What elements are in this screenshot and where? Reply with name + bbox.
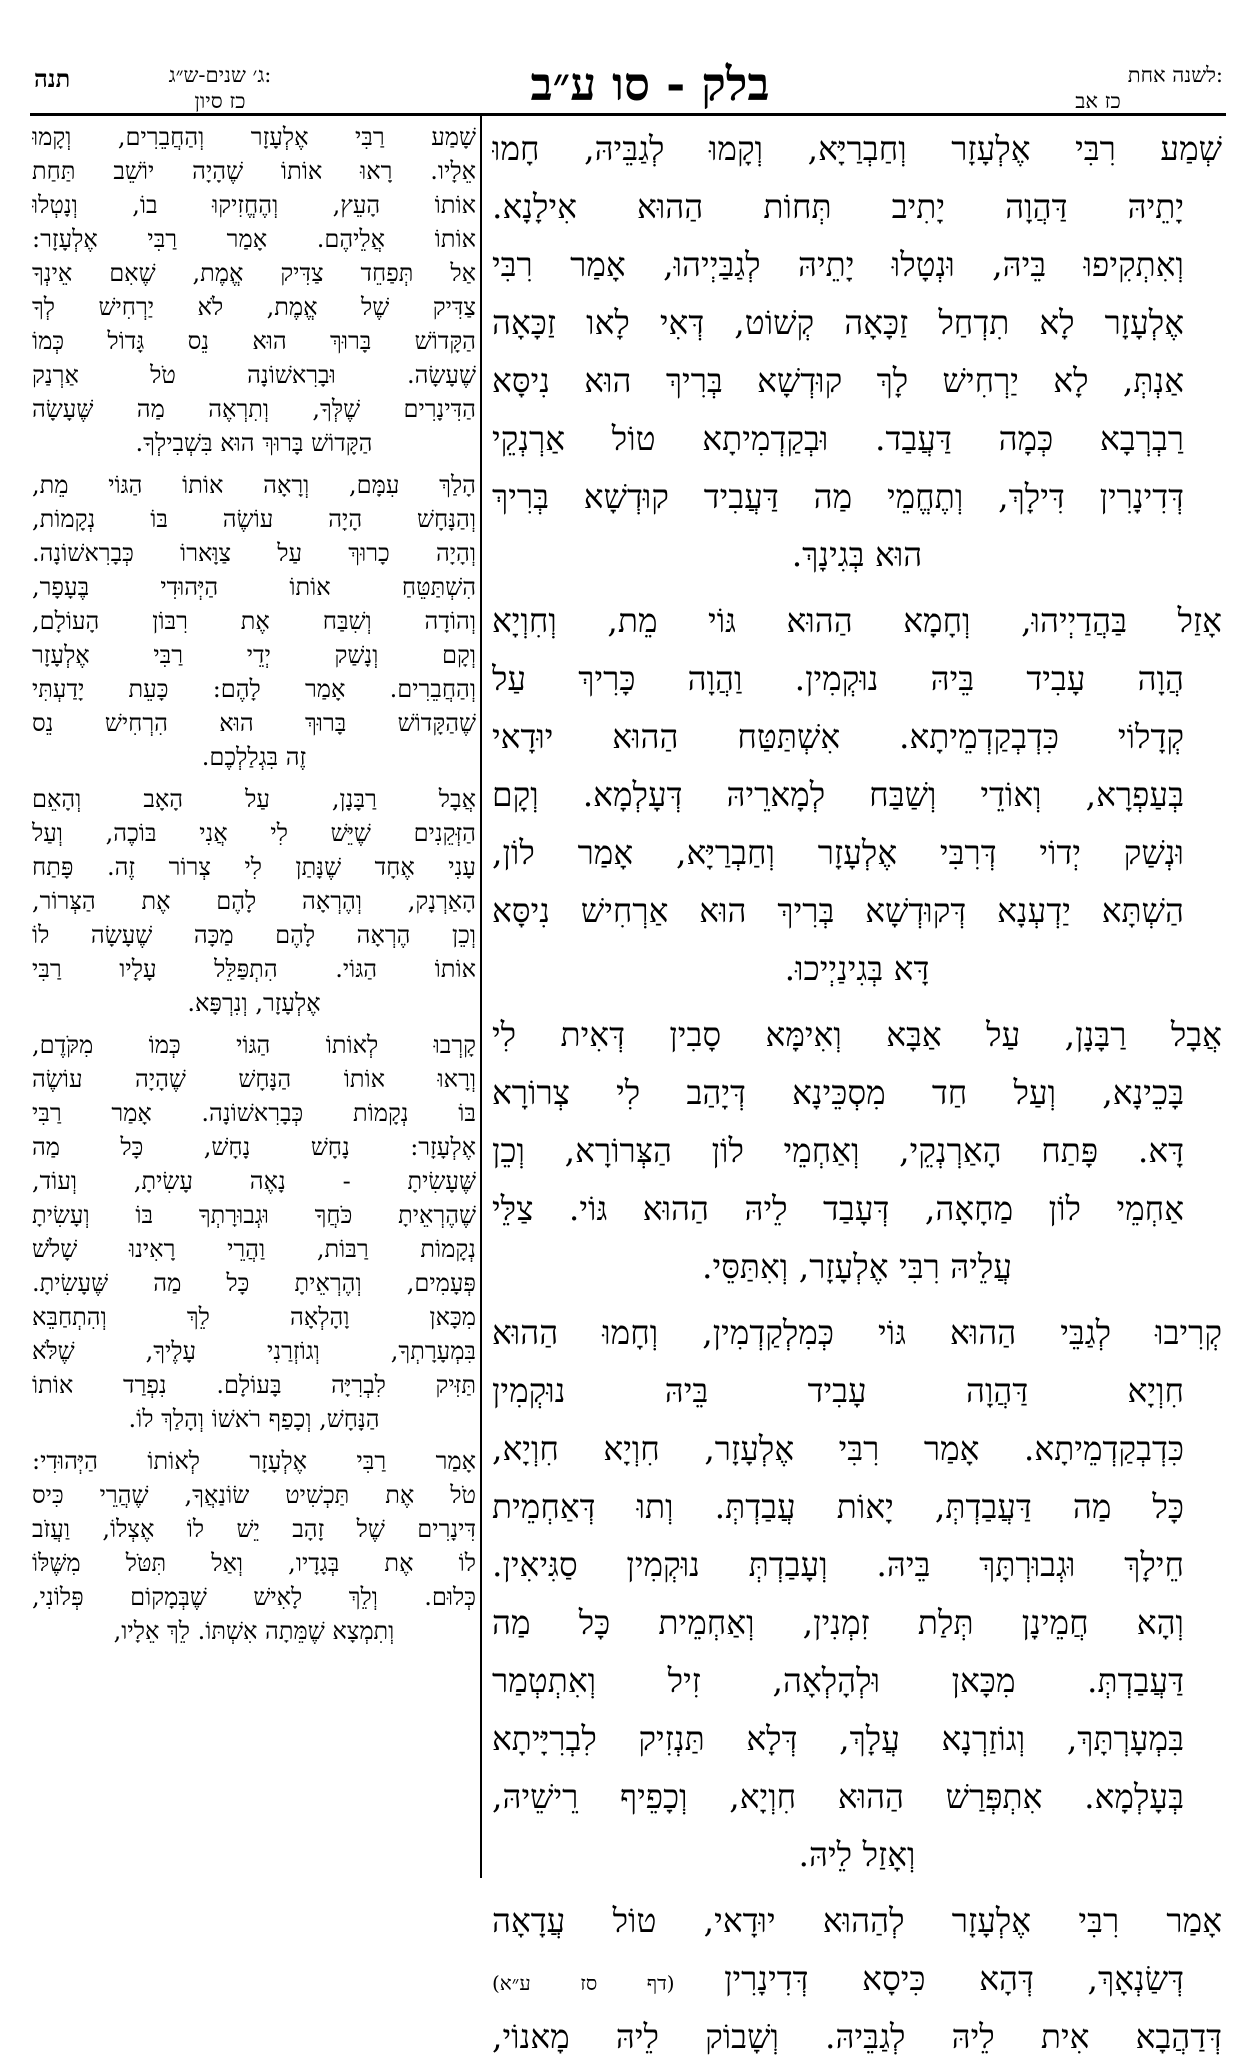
main-paragraph xyxy=(492,1892,1222,2066)
commentary-line: צַדִּיק שֶׁל אֱמֶת, לֹא יַרְחִישׁ לְךָ xyxy=(32,293,476,321)
main-text-line: דָּא. פָּתַח הָאַרְנְקֵי, וְאַחְמֵי לוֹן הַצְּרוֹרָא, וְכֵן xyxy=(492,1131,1184,1170)
commentary-paragraph xyxy=(32,120,476,460)
commentary-line: לוֹ אֶת בְּגָדָיו, וְאַל תִּטֹּל מִשֶּׁלּוֹ xyxy=(32,1549,476,1577)
commentary-line: כְּלוּם. וְלֵךְ לָאִישׁ שֶׁבְּמָקוֹם פְּלוֹנִי, xyxy=(32,1583,476,1611)
main-paragraph xyxy=(492,592,1222,998)
main-text-line: חִוְיָא דַּהֲוָה עָבִיד בֵּיהּ נוּקְמִין xyxy=(492,1371,1184,1410)
commentary-line: שֶׁהֶרְאֵיתָ כֹּחֲךָ וּגְבוּרָתְךָ בּוֹ וְעָשִׂיתָ xyxy=(32,1201,476,1229)
main-text-line-body: דְּשַׂנְאָךְ, דְּהָא כִּיסָא דְּדִינָרִין xyxy=(724,1959,1185,1998)
commentary-line: קָרְבוּ לְאוֹתוֹ הַגּוֹי כְּמוֹ מִקֹּדֶם, xyxy=(32,1031,476,1059)
paragraph-gap xyxy=(492,998,1222,1006)
commentary-line: אֶלְעָזָר, וְנִרְפָּא. xyxy=(187,989,321,1017)
main-text-line: דְּדִינָרִין דִּילָךְ, וְתֶחֱמֵי מַה דַּעֲבִיד קוּדְשָׁא בְּרִיךְ xyxy=(492,477,1184,516)
main-text-line: אֶלְעָזָר לָא תִדְחַל זַכָּאָה קְשׁוֹט, דְּאִי לָאו זַכָּאָה xyxy=(492,303,1184,342)
main-paragraph xyxy=(492,1006,1222,1296)
header-left-line2: כז סיון xyxy=(194,89,246,113)
main-text-column xyxy=(492,120,1222,2066)
commentary-line: תַּזִּיק לִבְרִיָּה בָּעוֹלָם. נִפְרַד אוֹתוֹ xyxy=(32,1371,476,1399)
commentary-line: בּוֹ נְקָמוֹת כְּבָרִאשׁוֹנָה. אָמַר רַבִּי xyxy=(32,1099,476,1127)
commentary-line: אוֹתוֹ הָעֵץ, וְהֶחֱזִיקוּ בוֹ, וְנָטְלוּ xyxy=(32,191,476,219)
commentary-line: אוֹתוֹ הַגּוֹי. הִתְפַּלֵּל עָלָיו רַבִּי xyxy=(32,955,476,983)
main-text-line: עֲלֵיהּ רִבִּי אֶלְעָזָר, וְאִתַּסֵּי. xyxy=(701,1247,1013,1286)
page-title: בלק - סו ע״ב xyxy=(530,57,770,111)
commentary-line: הַקָּדוֹשׁ בָּרוּךְ הוּא נֵס גָּדוֹל כְּמוֹ xyxy=(32,327,476,355)
main-text-line: בִּמְעָרְתָּךְ, וְגוֹזַרְנָא עֲלָךְ, דְּלָא תַּנְזִיק לִבְרִיָּיתָא xyxy=(492,1719,1184,1758)
paragraph-gap xyxy=(32,1436,476,1444)
paragraph-gap xyxy=(32,1020,476,1028)
commentary-line: שֶּׁעָשִׂיתָ - נָאֶה עָשִׂיתָ, וְעוֹד, xyxy=(32,1167,476,1195)
commentary-line: וְהַחֲבֵרִים. אָמַר לָהֶם: כָּעֵת יָדַעְתִּי xyxy=(32,675,476,703)
main-text-line: דַּעֲבַדְתְּ. מִכָּאן וּלְהָלְאָה, זִיל וְאִתְטְמַר xyxy=(492,1661,1184,1700)
header-left-schedule xyxy=(110,62,330,112)
commentary-line: זֶה בִּגְלַלְכֶם. xyxy=(201,743,307,771)
commentary-line: הַזְּקֵנִים שֶׁיֵּשׁ לִי אֲנִי בּוֹכֶה, וְעַל xyxy=(32,819,476,847)
commentary-line: שָׁמַע רַבִּי אֶלְעָזָר וְהַחֲבֵרִים, וְקָמוּ xyxy=(32,123,476,151)
column-divider xyxy=(480,113,482,1878)
main-text-line xyxy=(492,1950,1222,2008)
paragraph-gap xyxy=(492,1296,1222,1304)
main-paragraph xyxy=(492,1304,1222,1884)
commentary-line: הָאַרְנָק, וְהֶרְאָה לָהֶם אֶת הַצְּרוֹר, xyxy=(32,887,476,915)
paragraph-gap xyxy=(32,774,476,782)
commentary-paragraph xyxy=(32,1444,476,1648)
main-text-line: וְאִתְקִיפוּ בֵּיהּ, וּנְטָלוּ יָתֵיהּ לְגַבַּיְיהוּ, אָמַר רִבִּי xyxy=(492,245,1184,284)
main-text-line: קְדָלוֹי כִּדְבְקַדְמֵיתָא. אִשְׁתַּטַּח הַהוּא יוּדָאי xyxy=(492,717,1184,756)
commentary-line: אֶלְעָזָר: נָחָשׁ נָחָשׁ, כָּל מַה xyxy=(32,1133,476,1161)
commentary-line: וְכֵן הֶרְאָה לָהֶם מַכָּה שֶׁעָשָׂה לוֹ xyxy=(32,921,476,949)
main-text-line: קְרִיבוּ לְגַבֵּי הַהוּא גּוֹי כְּמִלְקַדְמִין, וְחָמוּ הַהוּא xyxy=(492,1313,1222,1352)
main-text-line: בָּכֵינָא, וְעַל חַד מִסְכֵּינָא דְּיָהַב לִי צְרוֹרָא xyxy=(492,1073,1184,1112)
commentary-line: שֶׁהַקָּדוֹשׁ בָּרוּךְ הוּא הִרְחִישׁ נֵס xyxy=(32,709,476,737)
paragraph-gap xyxy=(492,1884,1222,1892)
commentary-line: וְרָאוּ אוֹתוֹ הַנָּחָשׁ שֶׁהָיָה עוֹשֶׂה xyxy=(32,1065,476,1093)
commentary-line: וְהוֹדָה וְשִׁבַּח אֶת רִבּוֹן הָעוֹלָם, xyxy=(32,607,476,635)
commentary-line: בִּמְעָרָתְךָ, וְגוֹזְרַנִי עָלֶיךָ, שֶׁלֹּא xyxy=(32,1337,476,1365)
main-text-line: אָזַל בַּהֲדַיְיהוּ, וְחָמָא הַהוּא גּוֹי מֵת, וְחִוְיָא xyxy=(492,601,1222,640)
main-text-line: הֲוָה עָבִיד בֵּיהּ נוּקְמִין. וַהֲוָה כָּרִיךְ עַל xyxy=(492,659,1184,698)
main-text-line: הוּא בְּגִינָךְ. xyxy=(791,535,923,574)
main-text-line: כָּל מַה דַּעֲבַדְתְּ, יָאוֹת עֲבַדְתְּ. וְתוּ דְּאַחְמֵית xyxy=(492,1487,1184,1526)
main-text-line: אָמַר רִבִּי אֶלְעָזָר לְהַהוּא יוּדָאי, טוֹל עֲדָאָה xyxy=(492,1901,1222,1940)
commentary-line: וְהַנָּחָשׁ הָיָה עוֹשֶׂה בּוֹ נְקָמוֹת, xyxy=(32,505,476,533)
commentary-line: הָלַךְ עִמָּם, וְרָאָה אוֹתוֹ הַגּוֹי מֵת, xyxy=(32,471,476,499)
commentary-line: וְתִמְצָא שֶׁמֵּתָה אִשְׁתּוֹ. לֵךְ אֵלָיו, xyxy=(113,1617,395,1645)
main-text-line: אֲבָל רַבָּנָן, עַל אַבָּא וְאִימָּא סָבִין דְּאִית לִי xyxy=(492,1015,1222,1054)
commentary-line: אֵלָיו. רָאוּ אוֹתוֹ שֶׁהָיָה יוֹשֵׁב תַּחַת xyxy=(32,157,476,185)
commentary-paragraph xyxy=(32,782,476,1020)
commentary-line: הַדִּינָרִים שֶׁלְּךָ, וְתִרְאֶה מַה שֶּׁעָשָׂה xyxy=(32,395,476,423)
paragraph-gap xyxy=(492,584,1222,592)
commentary-line: דִּינָרִים שֶׁל זָהָב יֵשׁ לוֹ אֶצְלוֹ, וַעֲזֹב xyxy=(32,1515,476,1543)
commentary-paragraph xyxy=(32,1028,476,1436)
commentary-line: הַקָּדוֹשׁ בָּרוּךְ הוּא בִּשְׁבִילְךָ. xyxy=(135,429,373,457)
page-number: תנה xyxy=(34,64,71,93)
header-right-line1: לשנה אחת: xyxy=(1127,63,1223,87)
main-paragraph xyxy=(492,120,1222,584)
commentary-line: אָמַר רַבִּי אֶלְעָזָר לְאוֹתוֹ הַיְּהוּדִי: xyxy=(32,1447,476,1475)
main-text-line: אַחְמֵי לוֹן מַחָאָה, דְּעָבַד לֵיהּ הַהוּא גּוֹי. צַלֵּי xyxy=(492,1189,1184,1228)
main-text-line: הַשְׁתָּא יַדְעְנָא דְּקוּדְשָׁא בְּרִיךְ הוּא אַרְחִישׁ נִיסָּא xyxy=(492,891,1184,930)
page-reference: (דף סז ע״א) xyxy=(492,1971,725,1995)
main-text-line: יָתֵיהּ דַּהֲוָה יָתִיב תְּחוֹת הַהוּא אִילָנָא. xyxy=(492,187,1184,226)
main-text-line: חֵילָךְ וּגְבוּרְתָּךְ בֵּיהּ. וְעָבַדְתְּ נוּקְמִין סַגִּיאִין. xyxy=(492,1545,1184,1584)
header-rule xyxy=(30,113,1226,116)
paragraph-gap xyxy=(32,460,476,468)
commentary-line: שֶׁעָשָׂה. וּבָרִאשׁוֹנָה טֹל אַרְנַק xyxy=(32,361,476,389)
main-text-line: אַנְתְּ, לָא יַרְחִישׁ לָךְ קוּדְשָׁא בְּרִיךְ הוּא נִיסָּא xyxy=(492,361,1184,400)
commentary-line: נְקָמוֹת רַבּוֹת, וַהֲרֵי רָאִינוּ שָׁלֹשׁ xyxy=(32,1235,476,1263)
commentary-line: אוֹתוֹ אֲלֵיהֶם. אָמַר רַבִּי אֶלְעָזָר: xyxy=(32,225,476,253)
header-left-line1: ג׳ שנים-ש״ג: xyxy=(168,63,272,87)
main-text-line: רַבְרְבָא כְּמָה דַּעֲבַד. וּבְקַדְמִיתָא טוֹל אַרְנְקֵי xyxy=(492,419,1184,458)
commentary-line: אֲבָל רַבָּנָן, עַל הָאָב וְהָאֵם xyxy=(32,785,476,813)
commentary-line: הִשְׁתַּטֵּחַ אוֹתוֹ הַיְּהוּדִי בֶּעָפָר, xyxy=(32,573,476,601)
main-text-line: בְּעָלְמָא. אִתְפְּרַשׁ הַהוּא חִוְיָא, וְכָפֵיף רֵישֵׁיהּ, xyxy=(492,1777,1184,1816)
commentary-line: מִכָּאן וָהָלְאָה לֵךְ וְהִתְחַבֵּא xyxy=(32,1303,476,1331)
commentary-line: וְקָם וְנָשַׁק יְדֵי רַבִּי אֶלְעָזָר xyxy=(32,641,476,669)
main-text-line: וּנְשַׁק יְדוֹי דְּרִבִּי אֶלְעָזָר וְחַבְרַיָּא, אָמַר לוֹן, xyxy=(492,833,1184,872)
commentary-column xyxy=(32,120,476,1648)
main-text-line: בְּעַפְרָא, וְאוֹדֵי וְשַׁבַּח לְמָארֵיהּ דְּעָלְמָא. וְקָם xyxy=(492,775,1184,814)
commentary-line: עָנִי אֶחָד שֶׁנָּתַן לִי צְרוֹר זֶה. פָּתַח xyxy=(32,853,476,881)
commentary-line: טֹל אֶת תַּכְשִׁיט שׂוֹנַאֲךָ, שֶׁהֲרֵי כִּיס xyxy=(32,1481,476,1509)
commentary-paragraph xyxy=(32,468,476,774)
commentary-line: וְהָיָה כָרוּךְ עַל צַוָּארוֹ כְּבָרִאשׁוֹנָה. xyxy=(32,539,476,567)
commentary-line: פְּעָמִים, וְהֶרְאֵיתָ כָּל מַה שֶּׁעָשִׂיתָ. xyxy=(32,1269,476,1297)
main-text-line: שְׁמַע רִבִּי אֶלְעָזָר וְחַבְרַיָּא, וְקָמוּ לְגַבֵּיהּ, חָמוּ xyxy=(492,129,1222,168)
header-right-schedule xyxy=(973,62,1223,112)
commentary-line: הַנָּחָשׁ, וְכָפַף רֹאשׁוֹ וְהָלַךְ לוֹ. xyxy=(128,1405,380,1433)
main-text-line: וְאָזַל לֵיהּ. xyxy=(798,1835,916,1874)
main-text-line: דָּא בְּגִינַיְיכוּ. xyxy=(784,949,930,988)
main-text-line: כִּדְבְקַדְמֵיתָא. אָמַר רִבִּי אֶלְעָזָר, חִוְיָא חִוְיָא, xyxy=(492,1429,1184,1468)
header-right-line2: כז אב xyxy=(1075,89,1121,113)
main-text-line: דְּדַהֲבָא אִית לֵיהּ לְגַבֵּיהּ. וְשָׁבוֹק לֵיהּ מָאנוֹי, xyxy=(492,2017,1222,2056)
commentary-line: אַל תְּפַחֵד צַדִּיק אֱמֶת, שֶׁאִם אֵינְךָ xyxy=(32,259,476,287)
main-text-line: וְהָא חֲמֵינָן תְּלַת זִמְנִין, וְאַחְמֵית כָּל מַה xyxy=(492,1603,1184,1642)
